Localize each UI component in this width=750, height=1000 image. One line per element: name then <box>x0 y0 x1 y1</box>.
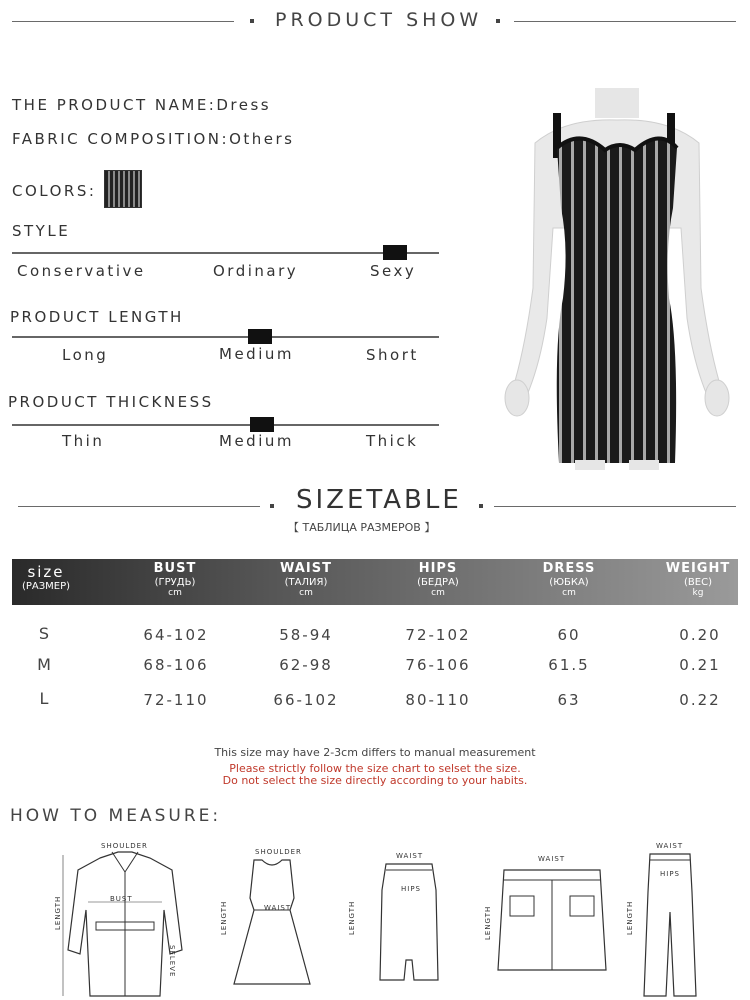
pants-hips-label: HIPS <box>660 870 680 878</box>
cell-weight: 0.22 <box>679 691 721 709</box>
short-skirt-measure-diagram <box>496 866 608 978</box>
col-weight-name: WEIGHT <box>665 561 731 576</box>
cell-size: S <box>38 624 52 643</box>
cell-waist: 58-94 <box>279 626 333 644</box>
col-dress-sub: (ЮБКА) <box>549 577 589 588</box>
cell-bust: 68-106 <box>143 656 209 674</box>
col-hips-unit: cm <box>431 588 445 598</box>
fabric-label: FABRIC COMPOSITION: <box>12 130 230 148</box>
dress-length-label: LENGTH <box>220 900 228 935</box>
cell-dress: 63 <box>557 691 581 709</box>
sizetable-dot-left <box>270 504 274 508</box>
header-line-right <box>514 21 736 22</box>
col-hips <box>378 559 498 598</box>
style-option-ordinary: Ordinary <box>213 262 299 280</box>
cell-bust: 64-102 <box>143 626 209 644</box>
cell-hips: 76-106 <box>405 656 471 674</box>
style-title: STYLE <box>12 222 71 240</box>
col-dress-unit: cm <box>562 588 576 598</box>
length-marker <box>248 329 272 344</box>
col-bust <box>115 559 235 598</box>
jacket-bust-label: BUST <box>110 895 133 903</box>
size-note-warning-2: Do not select the size directly according to your habits. <box>222 774 528 787</box>
col-hips-sub: (БЕДРА) <box>417 577 459 588</box>
length-scale-line <box>12 336 439 338</box>
product-name-value: Dress <box>216 96 272 114</box>
size-note-warning-1: Please strictly follow the size chart to selset the size. <box>229 762 521 775</box>
product-name-label: THE PRODUCT NAME: <box>12 96 217 114</box>
length-title: PRODUCT LENGTH <box>10 308 184 326</box>
col-size-name: size <box>27 563 65 581</box>
cell-waist: 66-102 <box>273 691 339 709</box>
col-waist-unit: cm <box>299 588 313 598</box>
size-note-measurement: This size may have 2-3cm differs to manual measurement <box>214 746 536 759</box>
col-weight-sub: (ВЕС) <box>684 577 712 588</box>
jacket-sleeve-label: SELEVE <box>168 945 176 978</box>
dress-shoulder-label: SHOULDER <box>255 848 302 856</box>
cell-size: L <box>39 689 51 708</box>
size-table-header <box>12 559 738 605</box>
cell-bust: 72-110 <box>143 691 209 709</box>
cell-size: M <box>37 655 53 674</box>
pants-waist-label: WAIST <box>656 842 684 850</box>
col-weight-unit: kg <box>692 588 704 598</box>
jacket-length-label: LENGTH <box>54 895 62 930</box>
col-dress <box>509 559 629 598</box>
length-option-long: Long <box>62 346 109 364</box>
cell-dress: 60 <box>557 626 581 644</box>
skirt-measure-diagram <box>378 860 440 986</box>
col-dress-name: DRESS <box>542 561 596 576</box>
pants-length-label: LENGTH <box>626 900 634 935</box>
col-weight <box>638 559 750 598</box>
col-bust-sub: (ГРУДЬ) <box>154 577 196 588</box>
col-size-sub: (РАЗМЕР) <box>21 581 71 592</box>
skirt-length-label: LENGTH <box>348 900 356 935</box>
header-dot-right <box>496 19 500 23</box>
style-option-sexy: Sexy <box>370 262 417 280</box>
sizetable-line-left <box>18 506 260 507</box>
sizetable-title: SIZETABLE <box>296 485 462 515</box>
how-to-measure-title: HOW TO MEASURE: <box>10 806 222 826</box>
cell-waist: 62-98 <box>279 656 333 674</box>
cell-weight: 0.20 <box>679 626 721 644</box>
cell-dress: 61.5 <box>548 656 590 674</box>
product-name <box>12 96 271 114</box>
sizetable-line-right <box>494 506 736 507</box>
thickness-scale-line <box>12 424 439 426</box>
skirt-waist-label: WAIST <box>396 852 424 860</box>
dress-measure-diagram <box>232 858 312 988</box>
col-bust-unit: cm <box>168 588 182 598</box>
skirt-hips-label: HIPS <box>401 885 421 893</box>
style-scale-line <box>12 252 439 254</box>
col-hips-name: HIPS <box>418 561 458 576</box>
thickness-option-medium: Medium <box>219 432 294 450</box>
sizetable-dot-right <box>479 504 483 508</box>
thickness-title: PRODUCT THICKNESS <box>8 393 214 411</box>
thickness-marker <box>250 417 274 432</box>
col-size <box>12 559 80 592</box>
col-waist-sub: (ТАЛИЯ) <box>284 577 328 588</box>
col-bust-name: BUST <box>153 561 197 576</box>
style-marker <box>383 245 407 260</box>
thickness-option-thin: Thin <box>62 432 105 450</box>
sizetable-subtitle: 【 ТАБЛИЦА РАЗМЕРОВ 】 <box>288 521 436 534</box>
length-option-medium: Medium <box>219 345 294 363</box>
page-title: PRODUCT SHOW <box>275 9 483 31</box>
short-skirt-waist-label: WAIST <box>538 855 566 863</box>
product-photo <box>495 88 735 470</box>
length-option-short: Short <box>366 346 419 364</box>
style-option-conservative: Conservative <box>17 262 146 280</box>
header-line-left <box>12 21 234 22</box>
fabric-value: Others <box>229 130 295 148</box>
jacket-shoulder-label: SHOULDER <box>101 842 148 850</box>
cell-hips: 80-110 <box>405 691 471 709</box>
col-waist-name: WAIST <box>280 561 332 576</box>
short-skirt-length-label: LENGTH <box>484 905 492 940</box>
cell-weight: 0.21 <box>679 656 721 674</box>
color-swatch-black-silver[interactable] <box>104 170 142 208</box>
cell-hips: 72-102 <box>405 626 471 644</box>
dress-waist-label: WAIST <box>264 904 292 912</box>
colors-label: COLORS: <box>12 182 97 200</box>
col-waist <box>246 559 366 598</box>
fabric-composition <box>12 130 294 148</box>
thickness-option-thick: Thick <box>366 432 419 450</box>
header-dot-left <box>250 19 254 23</box>
